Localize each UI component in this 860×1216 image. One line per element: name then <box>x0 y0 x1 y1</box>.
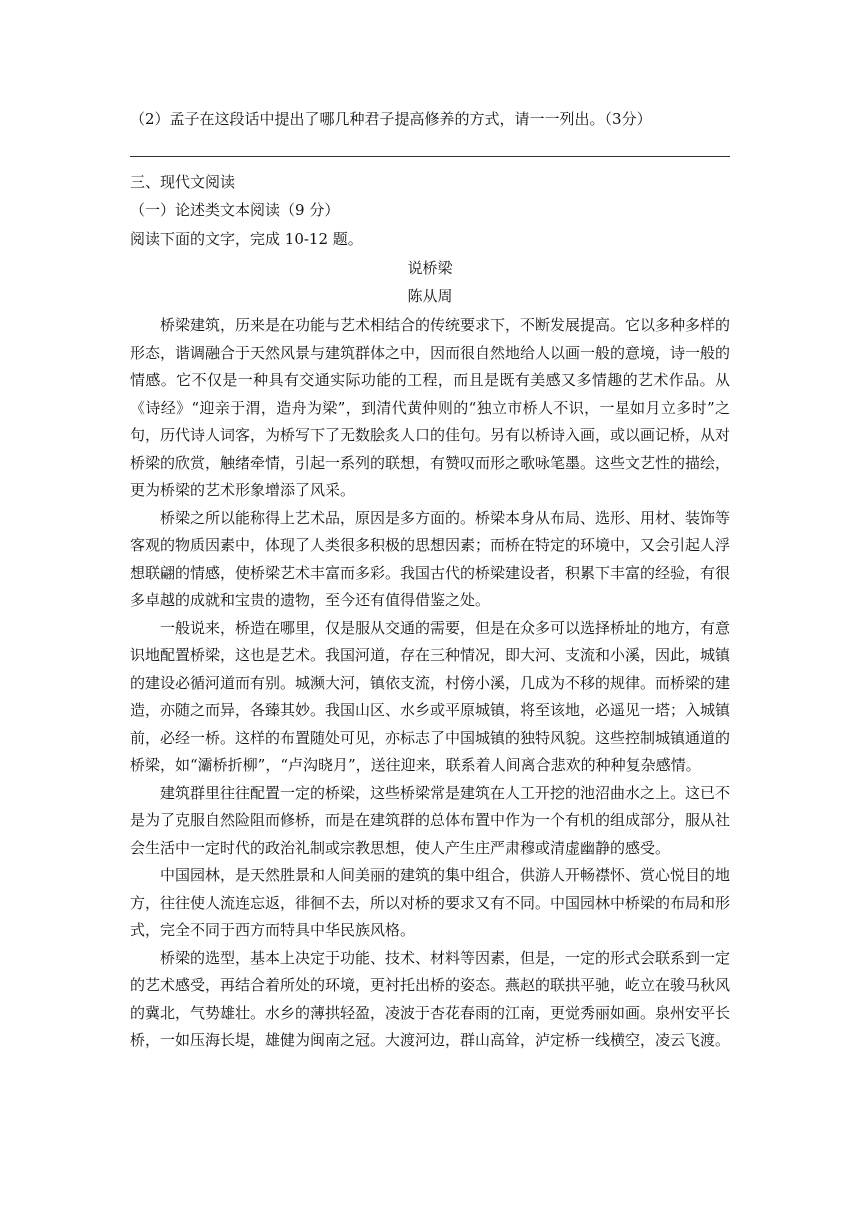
article-paragraph-4: 建筑群里往往配置一定的桥梁，这些桥梁常是建筑在人工开挖的池沼曲水之上。这已不是为了克服自然险阻而修桥，而是在建筑群的总体布置中作为一个有机的组成部分，服从社会生活中一定时代的政治礼制或宗教思想，使人产生庄严肃穆或清虚幽静的感受。 <box>130 783 731 857</box>
article-body <box>130 312 730 1055</box>
reading-instruction: 阅读下面的文字，完成 10-12 题。 <box>130 230 363 248</box>
section-heading: 三、现代文阅读 <box>130 173 236 191</box>
article-paragraph-1: 桥梁建筑，历来是在功能与艺术相结合的传统要求下，不断发展提高。它以多种多样的形态，谐调融合于天然风景与建筑群体之中，因而很自然地给人以画一般的意境，诗一般的情感。它不仅是一种具有交通实际功能的工程，而且是既有美感又多情趣的艺术作品。从《诗经》“迎亲于渭，造舟为梁”，到清代黄仲则的“独立市桥人不识，一星如月立多时”之句，历代诗人词客，为桥写下了无数脍炙人口的佳句。另有以桥诗入画，或以画记桥，从对桥梁的欣赏，触绪牵情，引起一系列的联想，有赞叹而形之歌咏笔墨。这些文艺性的描绘，更为桥梁的艺术形象增添了风采。 <box>130 316 731 499</box>
section-subheading: （一）论述类文本阅读（9 分） <box>130 201 340 219</box>
article-paragraph-2: 桥梁之所以能称得上艺术品，原因是多方面的。桥梁本身从布局、选形、用材、装饰等客观的物质因素中，体现了人类很多积极的思想因素；而桥在特定的环境中，又会引起人浮想联翩的情感，使桥梁艺术丰富而多彩。我国古代的桥梁建设者，积累下丰富的经验，有很多卓越的成就和宝贵的遗物，至今还有值得借鉴之处。 <box>130 508 731 609</box>
article-paragraph-5: 中国园林，是天然胜景和人间美丽的建筑的集中组合，供游人开畅襟怀、赏心悦目的地方，往往使人流连忘返，徘徊不去，所以对桥的要求又有不同。中国园林中桥梁的布局和形式，完全不同于西方而特具中华民族风格。 <box>130 866 731 939</box>
answer-line <box>130 156 730 157</box>
article-paragraph-6: 桥梁的选型，基本上决定于功能、技术、材料等因素，但是，一定的形式会联系到一定的艺术感受，再结合着所处的环境，更衬托出桥的姿态。燕赵的联拱平驰，屹立在骏马秋风的冀北，气势雄壮。水乡的薄拱轻盈，凌波于杏花春雨的江南，更觉秀丽如画。泉州安平长桥，一如压海长堤，雄健为闽南之冠。大渡河边，群山高耸，泸定桥一线横空，凌云飞渡。 <box>130 948 731 1049</box>
question-2: （2）孟子在这段话中提出了哪几种君子提高修养的方式，请一一列出。（3分） <box>130 110 652 128</box>
article-paragraph-3: 一般说来，桥造在哪里，仅是服从交通的需要，但是在众多可以选择桥址的地方，有意识地配置桥梁，这也是艺术。我国河道，存在三种情况，即大河、支流和小溪，因此，城镇的建设必循河道而有别。城濒大河，镇依支流，村傍小溪，几成为不移的规律。而桥梁的建造，亦随之而异，各臻其妙。我国山区、水乡或平原城镇，将至该地，必遥见一塔；入城镇前，必经一桥。这样的布置随处可见，亦标志了中国城镇的独特风貌。这些控制城镇通道的桥梁，如“灞桥折柳”，“卢沟晓月”，送往迎来，联系着人间离合悲欢的种种复杂感情。 <box>130 618 731 774</box>
article-title: 说桥梁 <box>407 259 453 277</box>
article-author: 陈从周 <box>407 287 453 305</box>
